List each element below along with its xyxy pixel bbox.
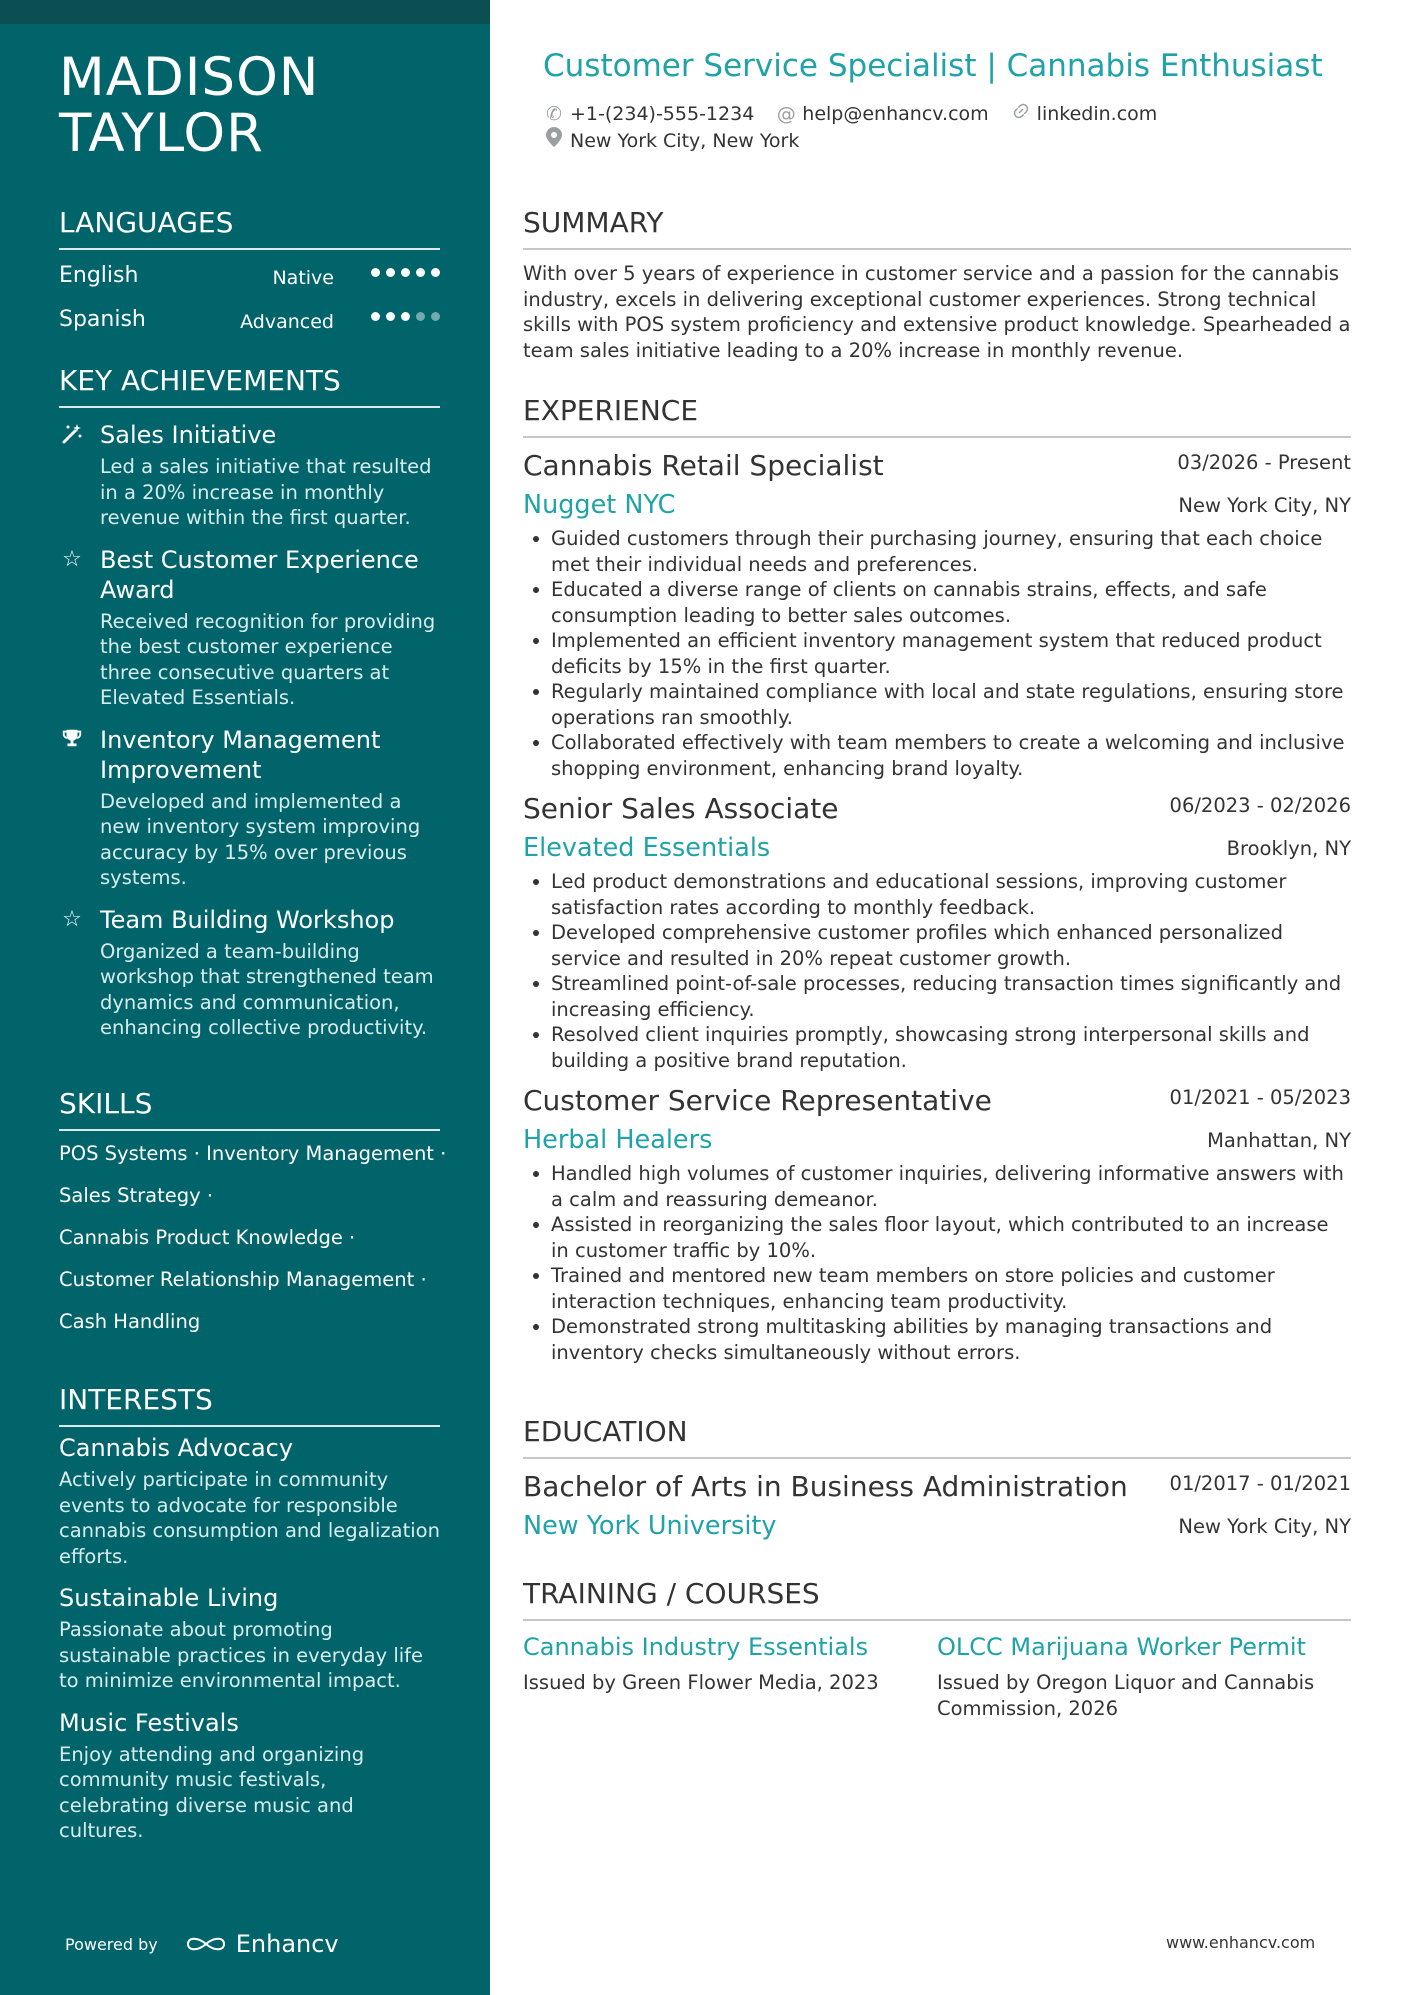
interest-title: Cannabis Advocacy <box>59 1434 294 1462</box>
achievements-title: KEY ACHIEVEMENTS <box>59 364 440 408</box>
powered-by-label: Powered by <box>65 1934 158 1954</box>
course-item <box>937 1631 1351 1721</box>
link-icon <box>1011 101 1031 127</box>
job-bullet: Implemented an efficient inventory management system that reduced product deficits by 15% in the first quarter. <box>523 628 1351 679</box>
achievement-title: Inventory Management Improvement <box>100 725 381 784</box>
language-row <box>59 254 440 298</box>
achievement-desc: Organized a team-building workshop that strengthened team dynamics and communication, enhancing collective productivity. <box>100 939 434 1039</box>
job-location: Brooklyn, NY <box>1226 837 1351 860</box>
achievement-item <box>59 545 440 711</box>
training-section <box>523 1577 1351 1721</box>
achievement-item <box>59 905 440 1041</box>
at-sign-icon: @ <box>776 102 796 125</box>
rating-dot-filled <box>401 268 410 277</box>
job-location: Manhattan, NY <box>1207 1129 1351 1152</box>
sidebar-top-bar <box>0 0 490 24</box>
phone-text: +1-(234)-555-1234 <box>570 102 755 125</box>
trophy-icon <box>59 727 85 753</box>
job-bullets <box>523 526 1351 781</box>
school-location: New York City, NY <box>1178 1515 1351 1538</box>
achievement-item <box>59 725 440 891</box>
course-title: OLCC Marijuana Worker Permit <box>937 1633 1306 1661</box>
rating-dot-filled <box>416 268 425 277</box>
achievement-title: Sales Initiative <box>100 421 277 449</box>
language-name: English <box>59 263 139 288</box>
job-bullet: Educated a diverse range of clients on cannabis strains, effects, and safe consumption leading to better sales outcomes. <box>523 577 1351 628</box>
contact-location <box>544 127 799 154</box>
interest-title: Sustainable Living <box>59 1584 279 1612</box>
job-bullet: Trained and mentored new team members on store policies and customer interaction techniques, enhancing team productivity. <box>523 1263 1351 1314</box>
job-title: Senior Sales Associate <box>523 792 839 825</box>
skill-line: Cannabis Product Knowledge · <box>59 1226 356 1249</box>
education-title: EDUCATION <box>523 1415 1351 1459</box>
interest-desc: Actively participate in community events to advocate for responsible cannabis consumption and legalization efforts. <box>59 1468 440 1568</box>
interests-section <box>59 1383 440 1844</box>
job-bullet: Streamlined point-of-sale processes, reducing transaction times significantly and increasing efficiency. <box>523 971 1351 1022</box>
job-company: Nugget NYC <box>523 490 676 520</box>
summary-section <box>523 206 1351 363</box>
language-rating <box>371 268 440 277</box>
course-item <box>523 1631 937 1721</box>
job-company: Herbal Healers <box>523 1125 713 1155</box>
education-section <box>523 1415 1351 1546</box>
achievement-desc: Developed and implemented a new inventory system improving accuracy by 15% over previous systems. <box>100 789 421 889</box>
job-bullets <box>523 1161 1351 1365</box>
job-location: New York City, NY <box>1178 494 1351 517</box>
footer-url[interactable]: www.enhancv.com <box>1166 1933 1316 1952</box>
enhancv-logo-text: Enhancv <box>235 1930 339 1958</box>
degree-title: Bachelor of Arts in Business Administration <box>523 1470 1128 1503</box>
language-rating <box>371 312 440 321</box>
achievement-item <box>59 420 440 531</box>
contact-phone[interactable] <box>544 101 754 127</box>
job-bullet: Handled high volumes of customer inquiries, delivering informative answers with a calm and reassuring demeanor. <box>523 1161 1351 1212</box>
interest-item <box>59 1583 440 1694</box>
achievement-desc: Led a sales initiative that resulted in a 20% increase in monthly revenue within the first quarter. <box>100 455 432 529</box>
job-bullet: Assisted in reorganizing the sales floor layout, which contributed to an increase in customer traffic by 10%. <box>523 1212 1351 1263</box>
job-bullet: Developed comprehensive customer profiles which enhanced personalized service and resulted in 20% repeat customer growth. <box>523 920 1351 971</box>
rating-dot-filled <box>371 312 380 321</box>
language-level: Native <box>272 267 334 289</box>
job-company: Elevated Essentials <box>523 833 771 863</box>
job-dates: 01/2021 - 05/2023 <box>1169 1086 1351 1109</box>
education-entry <box>523 1466 1351 1546</box>
rating-dot-filled <box>401 312 410 321</box>
skill-line: POS Systems · Inventory Management · <box>59 1142 447 1165</box>
school-name: New York University <box>523 1511 777 1541</box>
phone-icon: ✆ <box>546 102 562 125</box>
education-dates: 01/2017 - 01/2021 <box>1169 1472 1351 1495</box>
job-title: Customer Service Representative <box>523 1084 992 1117</box>
job-bullets <box>523 869 1351 1073</box>
location-pin-icon <box>544 127 564 154</box>
achievements-section <box>59 364 440 1041</box>
skill-line: Cash Handling <box>59 1310 201 1333</box>
star-icon: ☆ <box>62 906 82 932</box>
enhancv-logo-icon <box>184 1933 228 1955</box>
job-entry <box>523 1080 1351 1365</box>
skill-line: Customer Relationship Management · <box>59 1268 427 1291</box>
contact-email[interactable] <box>776 101 988 127</box>
experience-section <box>523 394 1351 1365</box>
languages-section <box>59 206 440 342</box>
achievement-desc: Received recognition for providing the best customer experience three consecutive quarters at Elevated Essentials. <box>100 609 436 709</box>
rating-dot-empty <box>416 312 425 321</box>
job-dates: 06/2023 - 02/2026 <box>1169 794 1351 817</box>
job-entry <box>523 788 1351 1073</box>
job-bullet: Demonstrated strong multitasking abilities by managing transactions and inventory checks simultaneously without errors. <box>523 1314 1351 1365</box>
job-bullet: Guided customers through their purchasing journey, ensuring that each choice met their individual needs and preferences. <box>523 526 1351 577</box>
course-desc: Issued by Green Flower Media, 2023 <box>523 1671 879 1694</box>
interests-title: INTERESTS <box>59 1383 440 1427</box>
achievement-title: Best Customer Experience Award <box>100 545 419 604</box>
enhancv-logo[interactable] <box>184 1930 339 1958</box>
star-icon: ☆ <box>62 546 82 572</box>
course-desc: Issued by Oregon Liquor and Cannabis Commission, 2026 <box>937 1671 1315 1720</box>
language-level: Advanced <box>240 311 334 333</box>
job-dates: 03/2026 - Present <box>1177 451 1351 474</box>
linkedin-text: linkedin.com <box>1036 102 1158 125</box>
name-last: TAYLOR <box>59 103 264 164</box>
rating-dot-filled <box>386 312 395 321</box>
training-title: TRAINING / COURSES <box>523 1577 1351 1621</box>
candidate-name <box>59 47 459 164</box>
interest-item <box>59 1433 440 1569</box>
name-first: MADISON <box>59 47 320 108</box>
summary-title: SUMMARY <box>523 206 1351 250</box>
contact-info <box>544 100 1157 154</box>
job-bullet: Resolved client inquiries promptly, showcasing strong interpersonal skills and building a positive brand reputation. <box>523 1022 1351 1073</box>
interest-title: Music Festivals <box>59 1708 239 1737</box>
sidebar <box>0 0 490 1995</box>
experience-title: EXPERIENCE <box>523 394 1351 438</box>
interest-item <box>59 1708 440 1844</box>
job-title: Cannabis Retail Specialist <box>523 449 884 482</box>
skills-title: SKILLS <box>59 1087 440 1131</box>
job-bullet: Regularly maintained compliance with local and state regulations, ensuring store operations ran smoothly. <box>523 679 1351 730</box>
languages-title: LANGUAGES <box>59 206 440 250</box>
language-row <box>59 298 440 342</box>
contact-linkedin[interactable] <box>1011 101 1158 127</box>
powered-by <box>65 1930 339 1958</box>
headline: Customer Service Specialist | Cannabis Enthusiast <box>543 48 1323 84</box>
rating-dot-filled <box>371 268 380 277</box>
job-bullet: Led product demonstrations and educational sessions, improving customer satisfaction rates according to monthly feedback. <box>523 869 1351 920</box>
location-text: New York City, New York <box>570 129 800 152</box>
interest-desc: Enjoy attending and organizing community music festivals, celebrating diverse music and cultures. <box>59 1742 365 1842</box>
email-text: help@enhancv.com <box>802 102 989 125</box>
skill-line: Sales Strategy · <box>59 1184 214 1207</box>
magic-wand-icon <box>59 422 85 448</box>
achievement-title: Team Building Workshop <box>100 905 395 934</box>
job-bullet: Collaborated effectively with team members to create a welcoming and inclusive shopping environment, enhancing brand loyalty. <box>523 730 1351 781</box>
rating-dot-filled <box>386 268 395 277</box>
job-entry <box>523 445 1351 781</box>
interest-desc: Passionate about promoting sustainable practices in everyday life to minimize environmental impact. <box>59 1618 424 1692</box>
language-name: Spanish <box>59 307 146 332</box>
rating-dot-empty <box>431 312 440 321</box>
course-title: Cannabis Industry Essentials <box>523 1633 869 1661</box>
rating-dot-filled <box>431 268 440 277</box>
summary-text: With over 5 years of experience in customer service and a passion for the cannabis industry, excels in delivering exceptional customer experiences. Strong technical skills with POS system proficiency and extensive product knowledge. Spearheaded a team sales initiative leading to a 20% increase in monthly revenue. <box>523 262 1351 362</box>
skills-section <box>59 1087 447 1343</box>
